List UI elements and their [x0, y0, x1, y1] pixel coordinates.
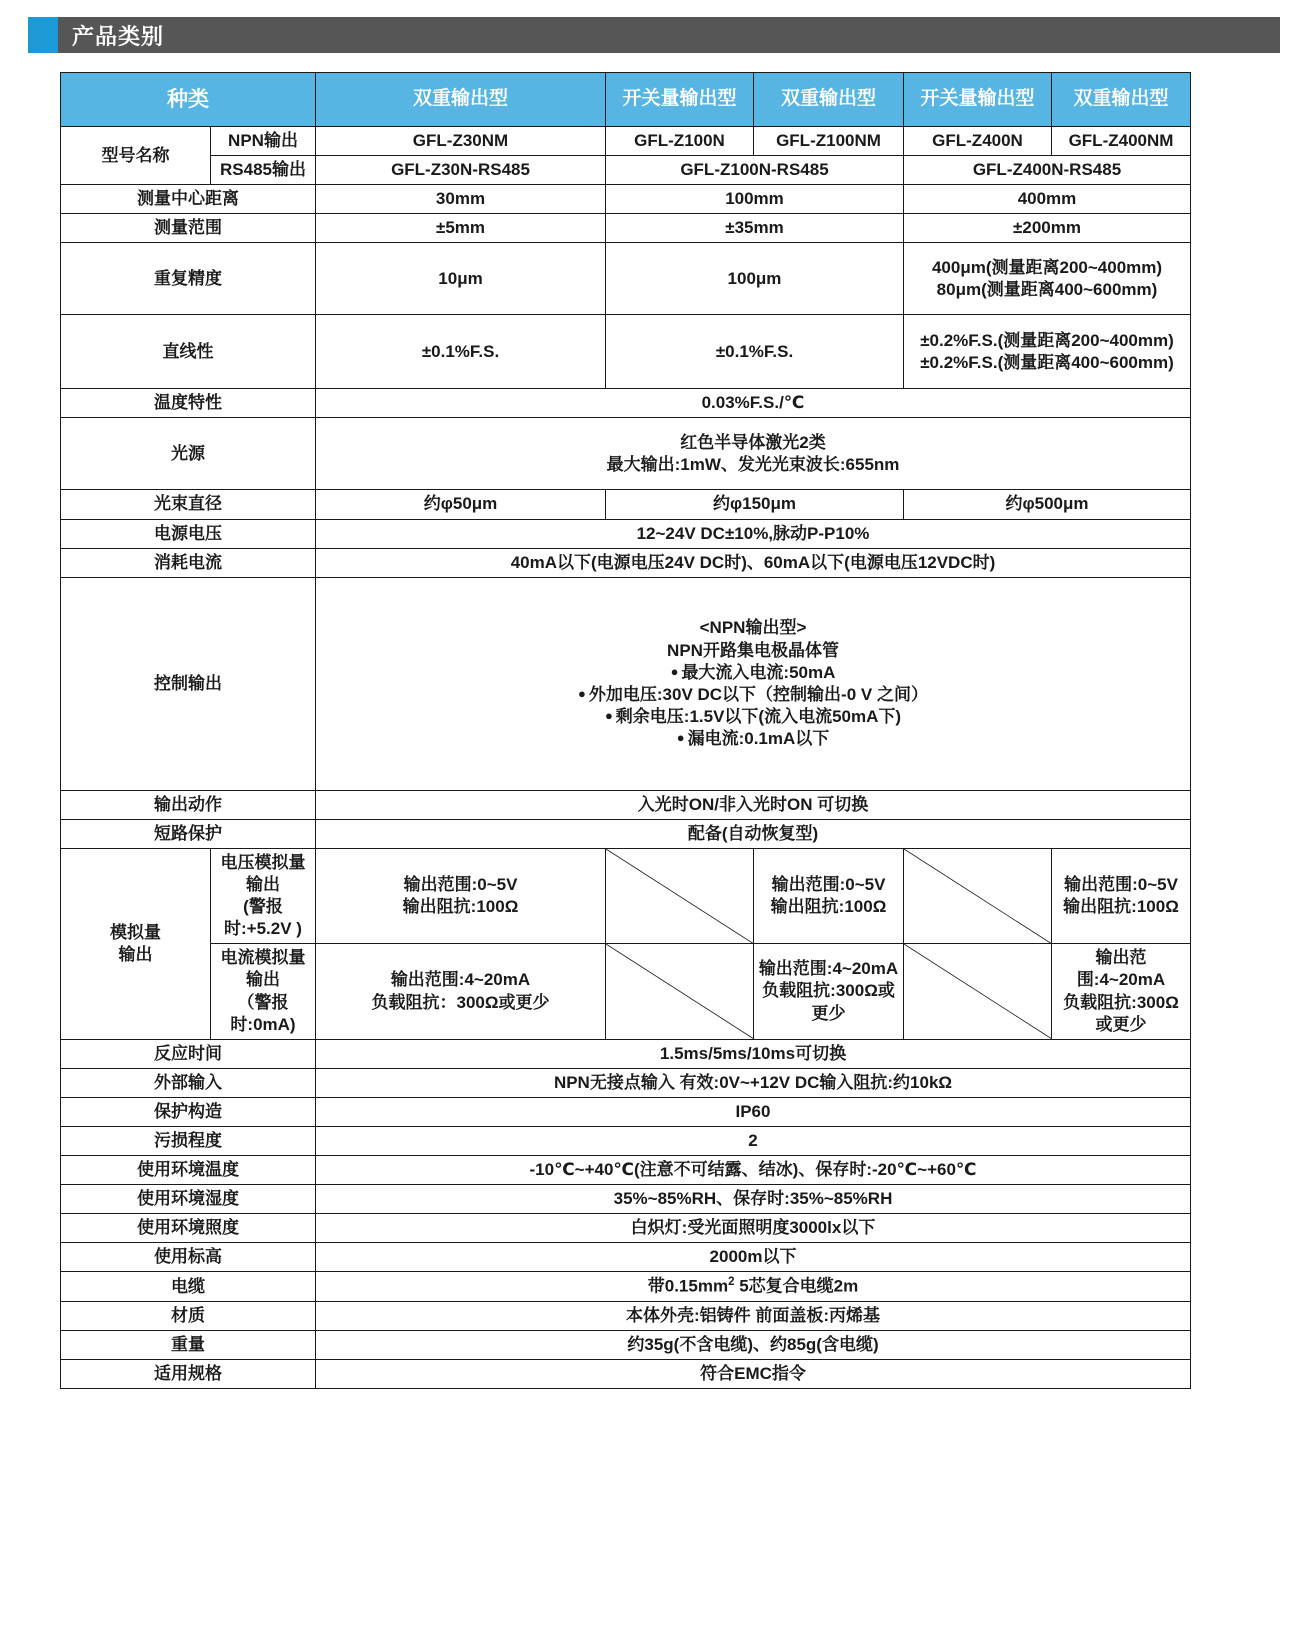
table-row-applicable-standard	[61, 1360, 1191, 1389]
row-label-temperature-characteristic: 温度特性	[61, 389, 316, 418]
cell-analog-current-1-line2: 负载阻抗：300Ω或更少	[371, 992, 550, 1012]
header-col-1: 双重输出型	[316, 73, 606, 127]
cell-measuring-range-1: ±5mm	[316, 214, 606, 243]
table-row-short-circuit-protection	[61, 819, 1191, 848]
row-label-analog-output-line2: 输出	[118, 944, 153, 964]
row-label-ambient-temperature: 使用环境温度	[61, 1156, 316, 1185]
diagonal-slash-icon	[606, 849, 753, 943]
banner-bar	[58, 17, 1280, 53]
diagonal-slash-icon	[904, 849, 1051, 943]
row-label-measuring-range: 测量范围	[61, 214, 316, 243]
cable-value-sup: 2	[728, 1276, 735, 1289]
cable-value-post: 5芯复合电缆2m	[734, 1277, 859, 1297]
table-row-temperature-characteristic	[61, 389, 1191, 418]
cell-analog-voltage-3-line2: 输出阻抗:100Ω	[770, 897, 887, 917]
header-col-2: 开关量输出型	[606, 73, 754, 127]
cell-analog-voltage-3-line1: 输出范围:0~5V	[771, 875, 886, 895]
sub-label-current-analog-output	[211, 944, 316, 1039]
table-row-current-consumption	[61, 548, 1191, 577]
row-label-weight: 重量	[61, 1331, 316, 1360]
table-row-altitude	[61, 1243, 1191, 1272]
cell-repeatability-3-line2: 80μm(测量距离400~600mm)	[936, 279, 1158, 299]
banner-accent-tab	[28, 17, 58, 53]
cell-analog-voltage-3	[754, 848, 904, 943]
sub-label-npn-output: NPN输出	[211, 127, 316, 156]
diagonal-slash-icon	[904, 944, 1051, 1038]
header-col-5: 双重输出型	[1052, 73, 1191, 127]
cell-model-npn-2: GFL-Z100N	[606, 127, 754, 156]
table-row-external-input	[61, 1068, 1191, 1097]
control-output-bullet-3: ● 剩余电压:1.5V以下(流入电流50mA下)	[320, 706, 1186, 728]
table-row-light-source	[61, 418, 1191, 490]
cell-control-output	[316, 577, 1191, 790]
cell-model-npn-1: GFL-Z30NM	[316, 127, 606, 156]
cell-current-consumption: 40mA以下(电源电压24V DC时)、60mA以下(电源电压12VDC时)	[316, 548, 1191, 577]
row-label-ambient-illuminance: 使用环境照度	[61, 1214, 316, 1243]
cell-beam-diameter-3: 约φ500μm	[904, 490, 1191, 519]
row-label-response-time: 反应时间	[61, 1039, 316, 1068]
row-label-short-circuit-protection: 短路保护	[61, 819, 316, 848]
table-row-analog-current	[61, 944, 1191, 1039]
sub-label-voltage-analog-output	[211, 848, 316, 943]
cell-analog-voltage-5	[1052, 848, 1191, 943]
cell-analog-current-1-line1: 输出范围:4~20mA	[390, 970, 531, 990]
spec-table-wrap	[60, 72, 1190, 1389]
cell-analog-current-5	[1052, 944, 1191, 1039]
cell-analog-voltage-5-line1: 输出范围:0~5V	[1064, 875, 1178, 895]
row-label-supply-voltage: 电源电压	[61, 519, 316, 548]
row-label-altitude: 使用标高	[61, 1243, 316, 1272]
row-label-light-source: 光源	[61, 418, 316, 490]
cell-light-source-line2: 最大输出:1mW、发光光束波长:655nm	[606, 454, 900, 474]
cell-analog-voltage-5-line2: 输出阻抗:100Ω	[1063, 897, 1179, 917]
sub-label-rs485-output: RS485输出	[211, 156, 316, 185]
table-header-row	[61, 73, 1191, 127]
table-row-linearity	[61, 315, 1191, 389]
cell-pollution-degree: 2	[316, 1126, 1191, 1155]
row-label-output-action: 输出动作	[61, 790, 316, 819]
cell-weight: 约35g(不含电缆)、约85g(含电缆)	[316, 1331, 1191, 1360]
table-row-protection-structure	[61, 1097, 1191, 1126]
cell-linearity-3-line2: ±0.2%F.S.(测量距离400~600mm)	[920, 352, 1174, 372]
cell-analog-voltage-1-line2: 输出阻抗:100Ω	[402, 897, 519, 917]
cell-analog-current-3-line2: 负载阻抗:300Ω或更少	[762, 981, 895, 1023]
cell-linearity-1: ±0.1%F.S.	[316, 315, 606, 389]
sub-label-current-line1: 电流模拟量输出	[220, 948, 306, 990]
cell-linearity-3	[904, 315, 1191, 389]
cell-material: 本体外壳:铝铸件 前面盖板:丙烯基	[316, 1302, 1191, 1331]
row-label-ambient-humidity: 使用环境湿度	[61, 1185, 316, 1214]
cell-center-distance-3: 400mm	[904, 185, 1191, 214]
cell-protection-structure: IP60	[316, 1097, 1191, 1126]
cell-linearity-3-line1: ±0.2%F.S.(测量距离200~400mm)	[920, 330, 1174, 350]
cell-short-circuit-protection: 配备(自动恢复型)	[316, 819, 1191, 848]
table-row-model-rs485	[61, 156, 1191, 185]
cell-external-input: NPN无接点输入 有效:0V~+12V DC输入阻抗:约10kΩ	[316, 1068, 1191, 1097]
table-row-ambient-humidity	[61, 1185, 1191, 1214]
row-label-beam-diameter: 光束直径	[61, 490, 316, 519]
row-label-protection-structure: 保护构造	[61, 1097, 316, 1126]
table-row-ambient-illuminance	[61, 1214, 1191, 1243]
cell-repeatability-3-line1: 400μm(测量距离200~400mm)	[931, 257, 1163, 277]
control-output-bullet-4: ● 漏电流:0.1mA以下	[320, 728, 1186, 750]
table-row-control-output	[61, 577, 1191, 790]
cell-analog-current-2-empty	[606, 944, 754, 1039]
cable-value-pre: 带0.15mm	[647, 1277, 729, 1297]
row-label-linearity: 直线性	[61, 315, 316, 389]
cell-ambient-illuminance: 白炽灯:受光面照明度3000lx以下	[316, 1214, 1191, 1243]
diagonal-slash-icon	[606, 944, 753, 1038]
row-label-applicable-standard: 适用规格	[61, 1360, 316, 1389]
cell-supply-voltage: 12~24V DC±10%,脉动P-P10%	[316, 519, 1191, 548]
row-label-cable: 电缆	[61, 1272, 316, 1302]
row-label-analog-output-line1: 模拟量	[110, 922, 161, 942]
table-row-cable	[61, 1272, 1191, 1302]
table-row-supply-voltage	[61, 519, 1191, 548]
table-row-beam-diameter	[61, 490, 1191, 519]
cell-analog-current-4-empty	[904, 944, 1052, 1039]
cell-analog-voltage-2-empty	[606, 848, 754, 943]
cell-model-rs485-3: GFL-Z400N-RS485	[904, 156, 1191, 185]
table-row-repeatability	[61, 243, 1191, 315]
cell-response-time: 1.5ms/5ms/10ms可切换	[316, 1039, 1191, 1068]
row-label-center-distance: 测量中心距离	[61, 185, 316, 214]
table-row-model-npn	[61, 127, 1191, 156]
cell-center-distance-2: 100mm	[606, 185, 904, 214]
cell-temperature-characteristic: 0.03%F.S./℃	[316, 389, 1191, 418]
table-row-response-time	[61, 1039, 1191, 1068]
row-label-current-consumption: 消耗电流	[61, 548, 316, 577]
cell-model-rs485-1: GFL-Z30N-RS485	[316, 156, 606, 185]
cell-analog-current-5-line1: 输出范围:4~20mA	[1076, 948, 1166, 990]
header-col-4: 开关量输出型	[904, 73, 1052, 127]
sub-label-current-line2: （警报时:0mA)	[230, 992, 296, 1034]
cell-analog-voltage-1-line1: 输出范围:0~5V	[403, 875, 518, 895]
table-row-output-action	[61, 790, 1191, 819]
page-title: 产品类别	[72, 23, 165, 49]
cell-repeatability-1: 10μm	[316, 243, 606, 315]
cell-measuring-range-3: ±200mm	[904, 214, 1191, 243]
control-output-line2: NPN开路集电极晶体管	[667, 640, 839, 660]
cell-analog-current-5-line2: 负载阻抗:300Ω或更少	[1063, 992, 1179, 1034]
cell-beam-diameter-2: 约φ150μm	[606, 490, 904, 519]
control-output-bullet-1: ● 最大流入电流:50mA	[320, 662, 1186, 684]
control-output-line1: <NPN输出型>	[699, 618, 807, 638]
table-row-weight	[61, 1331, 1191, 1360]
cell-measuring-range-2: ±35mm	[606, 214, 904, 243]
cell-repeatability-2: 100μm	[606, 243, 904, 315]
cell-output-action: 入光时ON/非入光时ON 可切换	[316, 790, 1191, 819]
table-row-pollution-degree	[61, 1126, 1191, 1155]
table-row-ambient-temperature	[61, 1156, 1191, 1185]
cell-beam-diameter-1: 约φ50μm	[316, 490, 606, 519]
cell-analog-current-3-line1: 输出范围:4~20mA	[758, 959, 899, 979]
cell-analog-voltage-1	[316, 848, 606, 943]
table-row-material	[61, 1302, 1191, 1331]
cell-repeatability-3	[904, 243, 1191, 315]
row-label-external-input: 外部输入	[61, 1068, 316, 1097]
cell-cable	[316, 1272, 1191, 1302]
row-label-pollution-degree: 污损程度	[61, 1126, 316, 1155]
table-row-measuring-range	[61, 214, 1191, 243]
row-label-model-name: 型号名称	[61, 127, 211, 185]
cell-applicable-standard: 符合EMC指令	[316, 1360, 1191, 1389]
row-label-control-output: 控制输出	[61, 577, 316, 790]
cell-altitude: 2000m以下	[316, 1243, 1191, 1272]
cell-light-source-line1: 红色半导体激光2类	[680, 432, 826, 452]
row-label-repeatability: 重复精度	[61, 243, 316, 315]
cell-ambient-temperature: -10℃~+40℃(注意不可结露、结冰)、保存时:-20℃~+60℃	[316, 1156, 1191, 1185]
cell-analog-voltage-4-empty	[904, 848, 1052, 943]
cell-model-npn-4: GFL-Z400N	[904, 127, 1052, 156]
row-label-analog-output	[61, 848, 211, 1039]
cell-center-distance-1: 30mm	[316, 185, 606, 214]
table-row-center-distance	[61, 185, 1191, 214]
header-col-3: 双重输出型	[754, 73, 904, 127]
cell-model-npn-5: GFL-Z400NM	[1052, 127, 1191, 156]
cell-model-rs485-2: GFL-Z100N-RS485	[606, 156, 904, 185]
cell-ambient-humidity: 35%~85%RH、保存时:35%~85%RH	[316, 1185, 1191, 1214]
header-kind: 种类	[61, 73, 316, 127]
cell-analog-current-3	[754, 944, 904, 1039]
product-spec-table	[60, 72, 1191, 1389]
sub-label-voltage-line1: 电压模拟量输出	[220, 852, 306, 895]
section-banner	[28, 17, 1280, 53]
cell-model-npn-3: GFL-Z100NM	[754, 127, 904, 156]
table-row-analog-voltage	[61, 848, 1191, 943]
cell-light-source	[316, 418, 1191, 490]
cell-linearity-2: ±0.1%F.S.	[606, 315, 904, 389]
row-label-material: 材质	[61, 1302, 316, 1331]
sub-label-voltage-line2: (警报时:+5.2V )	[224, 897, 302, 939]
cell-analog-current-1	[316, 944, 606, 1039]
control-output-bullet-2: ● 外加电压:30V DC以下（控制输出-0 V 之间）	[320, 684, 1186, 706]
